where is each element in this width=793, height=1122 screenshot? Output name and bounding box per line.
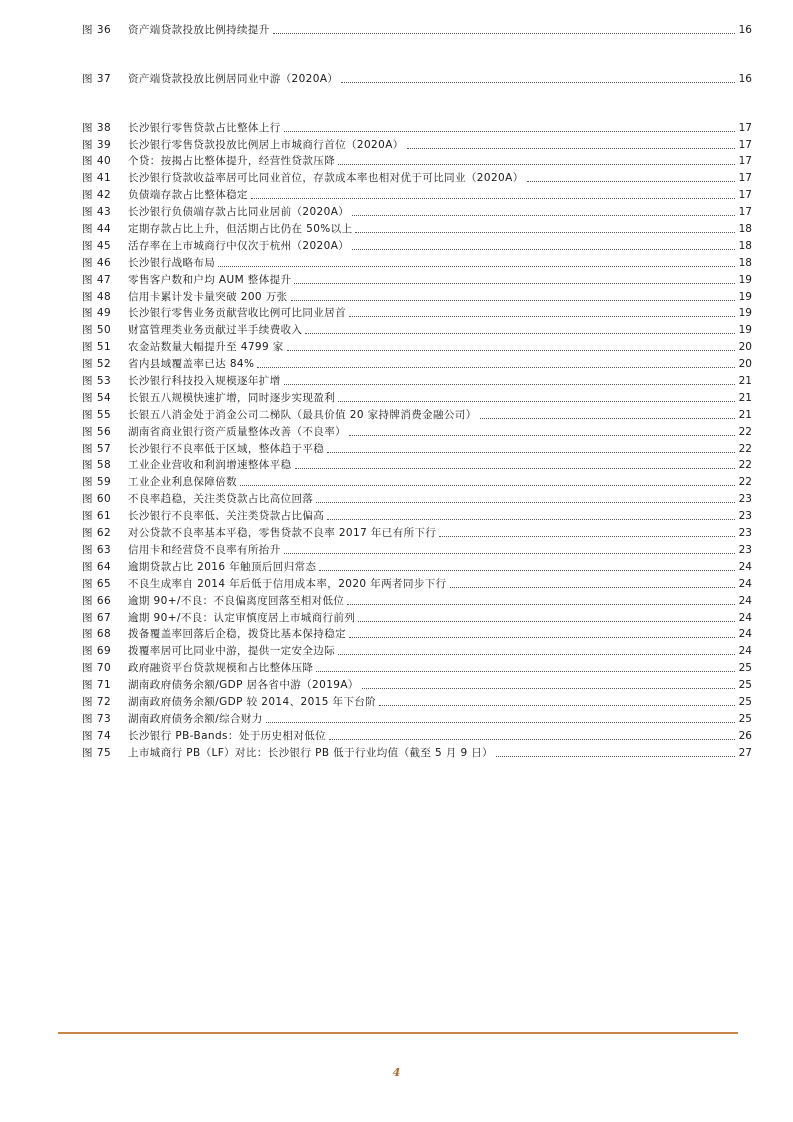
figure-title: 长沙银行负债端存款占比同业居前（2020A）: [128, 206, 350, 219]
dot-leader: [450, 587, 735, 588]
figure-label: 图 59: [82, 476, 112, 489]
figure-title: 工业企业利息保障倍数: [128, 476, 237, 489]
figure-page-number: 20: [738, 341, 752, 354]
toc-entry[interactable]: [82, 641, 752, 658]
figure-label: 图 67: [82, 611, 112, 624]
figure-page-number: 16: [738, 72, 752, 85]
figure-title: 拨备覆盖率回落后企稳，拨贷比基本保持稳定: [128, 628, 346, 641]
figure-page-number: 19: [738, 307, 752, 320]
toc-entry[interactable]: [82, 219, 752, 236]
figure-page-number: 22: [738, 459, 752, 472]
figure-title: 定期存款占比上升，但活期占比仍在 50%以上: [128, 223, 353, 236]
dot-leader: [496, 756, 735, 757]
dot-leader: [218, 266, 735, 267]
figure-page-number: 20: [738, 358, 752, 371]
toc-entry[interactable]: [82, 69, 752, 86]
figure-page-number: 24: [738, 594, 752, 607]
figure-label: 图 39: [82, 138, 112, 151]
figure-title: 长沙银行贷款收益率居可比同业首位，存款成本率也相对优于可比同业（2020A）: [128, 172, 524, 185]
figure-label: 图 66: [82, 594, 112, 607]
figure-page-number: 17: [738, 172, 752, 185]
figure-title: 信用卡累计发卡量突破 200 万张: [128, 290, 288, 303]
toc-entry[interactable]: [82, 354, 752, 371]
figure-title: 长沙银行零售贷款占比整体上行: [128, 121, 281, 134]
figure-label: 图 40: [82, 155, 112, 168]
toc-entry[interactable]: [82, 287, 752, 304]
figure-label: 图 41: [82, 172, 112, 185]
figure-title: 长沙银行不良率低、关注类贷款占比偏高: [128, 510, 325, 523]
dot-leader: [329, 739, 735, 740]
dot-leader: [284, 131, 735, 132]
dot-leader: [352, 215, 735, 216]
dot-leader: [439, 536, 735, 537]
figure-label: 图 52: [82, 358, 112, 371]
toc-entry[interactable]: [82, 439, 752, 456]
figure-page-number: 24: [738, 645, 752, 658]
toc-entry[interactable]: [82, 625, 752, 642]
figure-page-number: 17: [738, 189, 752, 202]
dot-leader: [355, 232, 735, 233]
toc-entry[interactable]: [82, 523, 752, 540]
figure-label: 图 68: [82, 628, 112, 641]
figure-page-number: 23: [738, 543, 752, 556]
figure-page-number: 26: [738, 729, 752, 742]
toc-entry[interactable]: [82, 506, 752, 523]
toc-entry[interactable]: [82, 709, 752, 726]
dot-leader: [240, 485, 735, 486]
figure-title: 逾期贷款占比 2016 年触顶后回归常态: [128, 560, 317, 573]
figure-label: 图 63: [82, 543, 112, 556]
dot-leader: [349, 435, 735, 436]
dot-leader: [347, 604, 735, 605]
figure-page-number: 21: [738, 375, 752, 388]
figure-page-number: 17: [738, 206, 752, 219]
toc-entry[interactable]: [82, 726, 752, 743]
dot-leader: [251, 198, 735, 199]
figure-title: 零售客户数和户均 AUM 整体提升: [128, 273, 292, 286]
figure-label: 图 42: [82, 189, 112, 202]
figure-title: 逾期 90+/不良：不良偏离度回落至相对低位: [128, 594, 345, 607]
figure-page-number: 23: [738, 527, 752, 540]
toc-entry[interactable]: [82, 608, 752, 625]
toc-entry[interactable]: [82, 135, 752, 152]
figure-label: 图 47: [82, 273, 112, 286]
dot-leader: [266, 722, 735, 723]
dot-leader: [316, 502, 735, 503]
figure-title: 长银五八消金处于消金公司二梯队（最具价值 20 家持牌消费金融公司）: [128, 408, 477, 421]
dot-leader: [338, 164, 735, 165]
figure-title: 个贷：按揭占比整体提升，经营性贷款压降: [128, 155, 336, 168]
figure-title: 湖南政府债务余额/综合财力: [128, 712, 263, 725]
toc-entry[interactable]: [82, 118, 752, 135]
figure-title: 负债端存款占比整体稳定: [128, 189, 248, 202]
figure-page-number: 24: [738, 611, 752, 624]
figure-page-number: 24: [738, 577, 752, 590]
dot-leader: [316, 671, 735, 672]
figure-title: 长沙银行 PB-Bands：处于历史相对低位: [128, 729, 327, 742]
toc-entry[interactable]: [82, 489, 752, 506]
figure-label: 图 64: [82, 560, 112, 573]
figure-title: 长银五八规模快速扩增，同时逐步实现盈利: [128, 391, 336, 404]
figure-page-number: 19: [738, 273, 752, 286]
toc-entry[interactable]: [82, 658, 752, 675]
figure-page-number: 27: [738, 746, 752, 759]
dot-leader: [287, 350, 735, 351]
dot-leader: [352, 249, 735, 250]
figure-label: 图 58: [82, 459, 112, 472]
toc-entry[interactable]: [82, 456, 752, 473]
figure-label: 图 74: [82, 729, 112, 742]
dot-leader: [284, 384, 735, 385]
toc-entry[interactable]: [82, 337, 752, 354]
figure-label: 图 69: [82, 645, 112, 658]
toc-entry[interactable]: [82, 304, 752, 321]
dot-leader: [257, 367, 735, 368]
toc-entry[interactable]: [82, 185, 752, 202]
figure-label: 图 57: [82, 442, 112, 455]
figure-label: 图 73: [82, 712, 112, 725]
figure-title: 长沙银行战略布局: [128, 256, 216, 269]
figure-label: 图 71: [82, 679, 112, 692]
toc-entry[interactable]: [82, 422, 752, 439]
figure-page-number: 22: [738, 476, 752, 489]
toc-entry[interactable]: [82, 591, 752, 608]
figure-page-number: 22: [738, 442, 752, 455]
figure-title: 拨覆率居可比同业中游，提供一定安全边际: [128, 645, 336, 658]
figure-label: 图 70: [82, 662, 112, 675]
dot-leader: [327, 519, 735, 520]
figure-page-number: 18: [738, 256, 752, 269]
dot-leader: [480, 418, 735, 419]
dot-leader: [338, 401, 735, 402]
figure-page-number: 18: [738, 239, 752, 252]
figure-title: 农金站数量大幅提升至 4799 家: [128, 341, 284, 354]
figure-title: 长沙银行零售业务贡献营收比例可比同业居首: [128, 307, 346, 320]
figure-label: 图 37: [82, 72, 112, 85]
figure-label: 图 75: [82, 746, 112, 759]
figure-index: [82, 20, 752, 760]
figure-page-number: 21: [738, 408, 752, 421]
figure-title: 长沙银行不良率低于区域，整体趋于平稳: [128, 442, 325, 455]
dot-leader: [349, 637, 735, 638]
figure-label: 图 53: [82, 375, 112, 388]
toc-entry[interactable]: [82, 168, 752, 185]
figure-label: 图 54: [82, 391, 112, 404]
figure-label: 图 45: [82, 239, 112, 252]
toc-entry[interactable]: [82, 20, 752, 37]
toc-entry[interactable]: [82, 371, 752, 388]
toc-entry[interactable]: [82, 574, 752, 591]
toc-entry[interactable]: [82, 253, 752, 270]
dot-leader: [379, 705, 735, 706]
footer-divider: [58, 1032, 738, 1034]
toc-entry[interactable]: [82, 557, 752, 574]
dot-leader: [291, 300, 735, 301]
figure-page-number: 16: [738, 23, 752, 36]
figure-title: 长沙银行零售贷款投放比例居上市城商行首位（2020A）: [128, 138, 404, 151]
figure-title: 对公贷款不良率基本平稳，零售贷款不良率 2017 年已有所下行: [128, 527, 437, 540]
figure-page-number: 18: [738, 223, 752, 236]
figure-page-number: 25: [738, 679, 752, 692]
toc-entry[interactable]: [82, 405, 752, 422]
figure-label: 图 61: [82, 510, 112, 523]
toc-entry[interactable]: [82, 743, 752, 760]
dot-leader: [319, 570, 735, 571]
dot-leader: [362, 688, 735, 689]
toc-entry[interactable]: [82, 320, 752, 337]
figure-page-number: 17: [738, 155, 752, 168]
figure-title: 湖南政府债务余额/GDP 较 2014、2015 年下台阶: [128, 695, 377, 708]
figure-title: 省内县域覆盖率已达 84%: [128, 358, 255, 371]
figure-label: 图 72: [82, 695, 112, 708]
figure-page-number: 21: [738, 391, 752, 404]
toc-entry[interactable]: [82, 540, 752, 557]
toc-entry[interactable]: [82, 472, 752, 489]
figure-page-number: 23: [738, 510, 752, 523]
figure-page-number: 17: [738, 121, 752, 134]
figure-page-number: 25: [738, 695, 752, 708]
dot-leader: [358, 621, 735, 622]
dot-leader: [273, 33, 735, 34]
toc-entry[interactable]: [82, 692, 752, 709]
figure-label: 图 62: [82, 527, 112, 540]
figure-label: 图 51: [82, 341, 112, 354]
dot-leader: [338, 654, 735, 655]
figure-title: 资产端贷款投放比例居同业中游（2020A）: [128, 72, 339, 85]
page-number: 4: [392, 1066, 401, 1079]
toc-entry[interactable]: [82, 152, 752, 169]
figure-page-number: 25: [738, 712, 752, 725]
dot-leader: [305, 333, 735, 334]
figure-label: 图 60: [82, 493, 112, 506]
toc-entry[interactable]: [82, 236, 752, 253]
figure-title: 上市城商行 PB（LF）对比：长沙银行 PB 低于行业均值（截至 5 月 9 日）: [128, 746, 494, 759]
figure-page-number: 24: [738, 560, 752, 573]
figure-page-number: 19: [738, 290, 752, 303]
dot-leader: [284, 553, 735, 554]
toc-entry[interactable]: [82, 675, 752, 692]
figure-label: 图 43: [82, 206, 112, 219]
dot-leader: [349, 316, 735, 317]
figure-title: 逾期 90+/不良：认定审慎度居上市城商行前列: [128, 611, 356, 624]
figure-label: 图 49: [82, 307, 112, 320]
figure-label: 图 38: [82, 121, 112, 134]
toc-entry[interactable]: [82, 270, 752, 287]
figure-title: 湖南省商业银行资产质量整体改善（不良率）: [128, 425, 346, 438]
figure-title: 不良生成率自 2014 年后低于信用成本率，2020 年两者同步下行: [128, 577, 447, 590]
dot-leader: [327, 452, 735, 453]
figure-label: 图 55: [82, 408, 112, 421]
dot-leader: [295, 468, 736, 469]
dot-leader: [407, 148, 735, 149]
figure-label: 图 46: [82, 256, 112, 269]
figure-label: 图 50: [82, 324, 112, 337]
figure-label: 图 44: [82, 223, 112, 236]
figure-title: 不良率趋稳，关注类贷款占比高位回落: [128, 493, 314, 506]
figure-label: 图 48: [82, 290, 112, 303]
figure-page-number: 17: [738, 138, 752, 151]
dot-leader: [294, 283, 735, 284]
figure-title: 工业企业营收和利润增速整体平稳: [128, 459, 292, 472]
figure-title: 湖南政府债务余额/GDP 居各省中游（2019A）: [128, 679, 359, 692]
figure-label: 图 56: [82, 425, 112, 438]
dot-leader: [341, 82, 735, 83]
figure-page-number: 23: [738, 493, 752, 506]
toc-entry[interactable]: [82, 202, 752, 219]
figure-title: 政府融资平台贷款规模和占比整体压降: [128, 662, 314, 675]
figure-page-number: 25: [738, 662, 752, 675]
dot-leader: [527, 181, 735, 182]
figure-page-number: 24: [738, 628, 752, 641]
figure-title: 信用卡和经营贷不良率有所抬升: [128, 543, 281, 556]
figure-title: 财富管理类业务贡献过半手续费收入: [128, 324, 303, 337]
figure-label: 图 65: [82, 577, 112, 590]
figure-label: 图 36: [82, 23, 112, 36]
toc-entry[interactable]: [82, 388, 752, 405]
figure-page-number: 22: [738, 425, 752, 438]
figure-title: 资产端贷款投放比例持续提升: [128, 23, 270, 36]
figure-title: 长沙银行科技投入规模逐年扩增: [128, 375, 281, 388]
figure-page-number: 19: [738, 324, 752, 337]
figure-title: 活存率在上市城商行中仅次于杭州（2020A）: [128, 239, 350, 252]
